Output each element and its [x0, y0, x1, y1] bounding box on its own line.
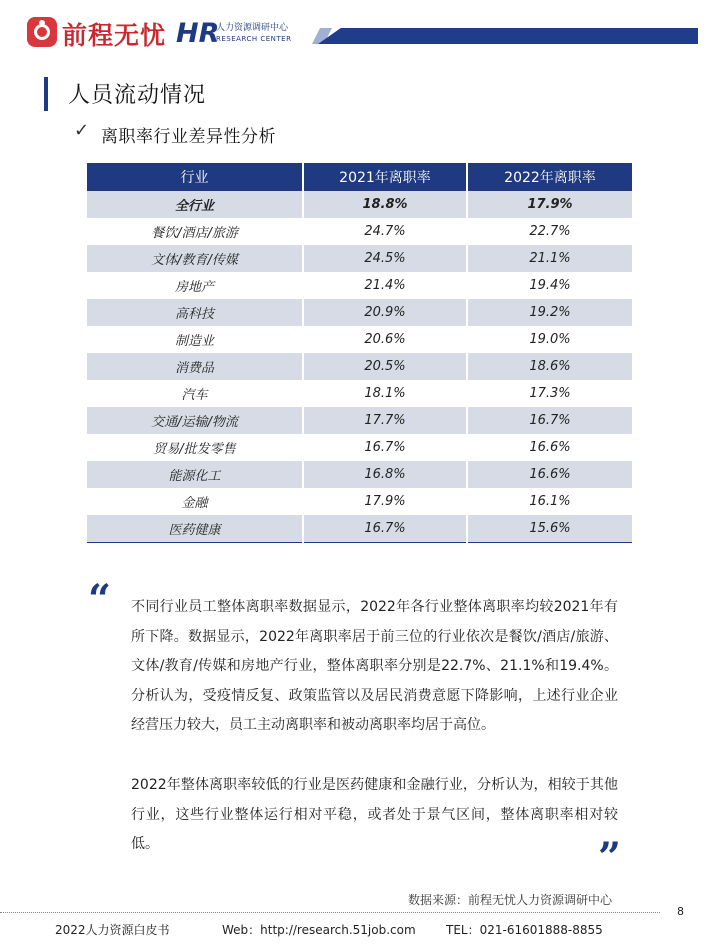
table-row: [87, 299, 632, 326]
rate-2022-cell: 17.3%: [467, 380, 632, 407]
checkmark-icon: ✓: [74, 120, 90, 141]
rate-2021-cell: 20.5%: [303, 353, 467, 380]
rate-2021-cell: 16.7%: [303, 434, 467, 461]
rate-2021-cell: 21.4%: [303, 272, 467, 299]
table-row: [87, 515, 632, 543]
hr-logo-mark: HR: [176, 18, 220, 49]
footer-website: Web：http://research.51job.com: [222, 923, 416, 937]
industry-cell: 餐饮/酒店/旅游: [151, 226, 238, 241]
industry-cell: 全行业: [87, 191, 303, 218]
table-row: [87, 272, 632, 299]
footer-publication: 2022人力资源白皮书: [55, 923, 170, 937]
rate-2021-cell: 16.7%: [303, 515, 467, 543]
analysis-paragraph-1: 不同行业员工整体离职率数据显示，2022年各行业整体离职率均较2021年有所下降。数据显示，2022年离职率居于前三位的行业依次是餐饮/酒店/旅游、文体/教育/传媒和房地产行业，整体离职率分别是22.7%、21.1%和19.4%。分析认为，受疫情反复、政策监管以及居民消费意愿下降影响，上述行业企业经营压力较大，员工主动离职率和被动离职率均居于高位。: [131, 599, 618, 733]
rate-2021-cell: 17.7%: [303, 407, 467, 434]
subsection-title: 离职率行业差异性分析: [101, 127, 276, 147]
rate-2022-cell: 21.1%: [467, 245, 632, 272]
section-title: 人员流动情况: [68, 83, 207, 108]
turnover-rate-table: [87, 163, 632, 543]
rate-2022-cell: 16.1%: [467, 488, 632, 515]
rate-2022-cell: 19.4%: [467, 272, 632, 299]
industry-cell: 消费品: [87, 353, 303, 380]
rate-2022-cell: 18.6%: [467, 353, 632, 380]
rate-2022-cell: 16.7%: [467, 407, 632, 434]
data-source-note: 数据来源：前程无忧人力资源调研中心: [408, 893, 613, 907]
table-row: [87, 488, 632, 515]
brand-name: 前程无忧: [62, 21, 167, 50]
industry-cell: 能源化工: [87, 461, 303, 488]
section-title-bar: [44, 77, 48, 111]
rate-2021-cell: 20.9%: [303, 299, 467, 326]
table-row: [87, 218, 632, 245]
header-banner-stripe: [318, 28, 698, 44]
analysis-paragraph-2: 2022年整体离职率较低的行业是医药健康和金融行业，分析认为，相较于其他行业，这些行业整体运行相对平稳，或者处于景气区间，整体离职率相对较低。: [131, 777, 618, 852]
industry-cell: 房地产: [174, 280, 214, 295]
industry-cell: 医药健康: [87, 515, 303, 543]
industry-cell: 贸易/批发零售: [153, 442, 236, 457]
table-row: [87, 380, 632, 407]
table-row: [87, 407, 632, 434]
rate-2022-cell: 17.9%: [467, 191, 632, 218]
table-row: [87, 353, 632, 380]
rate-2022-cell: 16.6%: [467, 461, 632, 488]
industry-cell: 高科技: [87, 299, 303, 326]
rate-2022-cell: 16.6%: [467, 434, 632, 461]
table-row: [87, 191, 632, 218]
hr-center-english: RESEARCH CENTER: [216, 35, 292, 43]
industry-cell: 交通/运输/物流: [87, 407, 303, 434]
rate-2021-cell: 20.6%: [303, 326, 467, 353]
brand-logo-icon: [27, 17, 57, 47]
rate-2021-cell: 24.5%: [303, 245, 467, 272]
header-2022-rate: 2022年离职率: [467, 163, 632, 191]
table-row: [87, 326, 632, 353]
industry-cell: 金融: [181, 496, 208, 511]
close-quote-icon: ”: [598, 834, 622, 881]
industry-cell: 汽车: [181, 388, 208, 403]
table-row: [87, 245, 632, 272]
page-number: 8: [677, 905, 684, 918]
table-row: [87, 461, 632, 488]
rate-2021-cell: 16.8%: [303, 461, 467, 488]
footer-phone: TEL：021-61601888-8855: [446, 923, 603, 937]
rate-2021-cell: 17.9%: [303, 488, 467, 515]
rate-2021-cell: 24.7%: [303, 218, 467, 245]
footer-divider: [0, 912, 660, 913]
rate-2022-cell: 22.7%: [467, 218, 632, 245]
hr-center-name: 人力资源调研中心: [216, 23, 289, 33]
rate-2022-cell: 19.0%: [467, 326, 632, 353]
table-row: [87, 434, 632, 461]
table-header-row: [87, 163, 632, 191]
rate-2021-cell: 18.8%: [303, 191, 467, 218]
open-quote-icon: “: [88, 576, 112, 623]
rate-2021-cell: 18.1%: [303, 380, 467, 407]
industry-cell: 制造业: [174, 334, 214, 349]
industry-cell: 文体/教育/传媒: [87, 245, 303, 272]
rate-2022-cell: 15.6%: [467, 515, 632, 543]
header-2021-rate: 2021年离职率: [303, 163, 467, 191]
rate-2022-cell: 19.2%: [467, 299, 632, 326]
header-industry: 行业: [87, 163, 303, 191]
